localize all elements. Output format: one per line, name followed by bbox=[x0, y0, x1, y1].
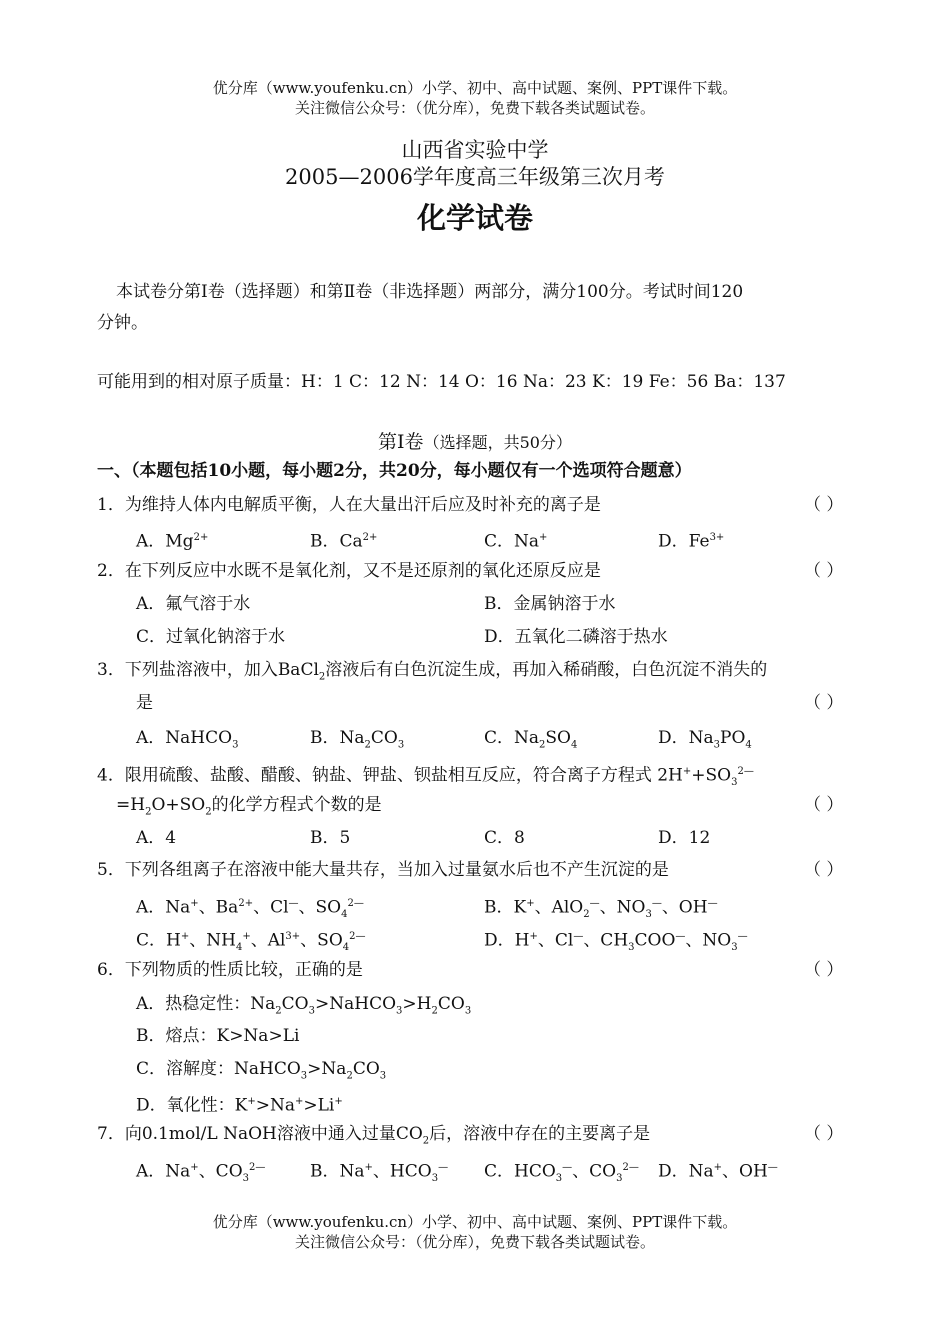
q7-option-b: B．Na+、$HCO_3^—$ bbox=[310, 1161, 449, 1185]
header-line-1: 优分库（www.youfenku.cn）小学、初中、高中试题、案例、PPT课件下载。 bbox=[212, 79, 738, 97]
q1-option-d: D．$Fe^{3+}$ bbox=[658, 531, 725, 552]
q4-option-a: A．4 bbox=[136, 828, 177, 848]
footer-line-2: 关注微信公众号：（优分库），免费下载各类试题试卷。 bbox=[294, 1233, 655, 1251]
answer-paren-3: （ ） bbox=[804, 693, 844, 713]
q5-option-b: B．K+、AlO$_2$—、$NO_3^—$、OH— bbox=[484, 897, 718, 921]
q3-option-a: A．NaHCO$_3$ bbox=[136, 728, 239, 751]
q6-option-d-label: D．氧化性： bbox=[136, 1095, 235, 1116]
q4-stem-cont: 的化学方程式个数的是 bbox=[211, 795, 382, 815]
section-heading bbox=[0, 428, 950, 457]
header-line-2: 关注微信公众号：（优分库），免费下载各类试题试卷。 bbox=[294, 99, 655, 117]
q6-option-c: C．溶解度：$NaHCO_3>Na_2CO_3$ bbox=[136, 1059, 387, 1082]
q6-option-c-label: C．溶解度： bbox=[136, 1059, 235, 1079]
q3-stem-part2: 溶液后有白色沉淀生成，再加入稀硝酸，白色沉淀不消失的 bbox=[325, 660, 768, 680]
q1-option-b: B．$Ca^{2+}$ bbox=[310, 531, 378, 552]
question-3-cont: 是 bbox=[136, 693, 153, 713]
q6-option-b: B．熔点：K>Na>Li bbox=[136, 1026, 300, 1046]
q3-stem-part1: 3．下列盐溶液中，加入BaCl bbox=[97, 660, 319, 680]
q4-option-d: D．12 bbox=[658, 828, 711, 848]
section-title: 第Ⅰ卷 bbox=[378, 431, 424, 453]
q5-option-c: C．H+、$NH_4^+$、$Al^{3+}$、$SO_4^{2—}$ bbox=[136, 930, 366, 954]
question-5: 5．下列各组离子在溶液中能大量共存，当加入过量氨水后也不产生沉淀的是 bbox=[97, 860, 669, 880]
school-title: 山西省实验中学 bbox=[401, 138, 549, 162]
question-7: 7．向0.1mol/L NaOH溶液中通入过量$CO_2$后，溶液中存在的主要离子是 bbox=[97, 1124, 651, 1147]
answer-paren-1: （ ） bbox=[804, 495, 844, 515]
q7-stem-part1: 7．向0.1mol/L NaOH溶液中通入过量CO bbox=[97, 1124, 423, 1144]
question-3: 3．下列盐溶液中，加入BaCl$_2$溶液后有白色沉淀生成，再加入稀硝酸，白色沉淀不消失的 bbox=[97, 660, 768, 683]
q4-option-c: C．8 bbox=[484, 828, 525, 848]
exam-title: 2005—2006学年度高三年级第三次月考 bbox=[285, 165, 665, 189]
question-1: 1．为维持人体内电解质平衡，人在大量出汗后应及时补充的离子是 bbox=[97, 495, 601, 515]
part-one-heading: 一、（本题包括10小题，每小题2分，共20分，每小题仅有一个选项符合题意） bbox=[97, 461, 692, 481]
intro-line-2: 分钟。 bbox=[97, 313, 148, 333]
intro-line-1: 本试卷分第Ⅰ卷（选择题）和第Ⅱ卷（非选择题）两部分，满分100分。考试时间120 bbox=[116, 282, 744, 302]
q4-option-b: B．5 bbox=[310, 828, 351, 848]
answer-paren-7: （ ） bbox=[804, 1124, 844, 1144]
q1-option-c: C．Na+ bbox=[484, 531, 548, 552]
q7-option-a: A．Na+、$CO_3^{2—}$ bbox=[136, 1161, 266, 1185]
question-2: 2．在下列反应中水既不是氧化剂，又不是还原剂的氧化还原反应是 bbox=[97, 561, 601, 581]
q6-option-a-label: A．热稳定性： bbox=[136, 994, 251, 1014]
question-4-cont: $=H_2O+SO_2$的化学方程式个数的是 bbox=[116, 795, 382, 818]
atomic-masses: 可能用到的相对原子质量：H：1 C：12 N：14 O：16 Na：23 K：19 Fe：56 Ba：137 bbox=[97, 372, 786, 392]
q1-option-a: A．$Mg^{2+}$ bbox=[136, 531, 209, 552]
q2-option-a: A．氟气溶于水 bbox=[136, 594, 251, 614]
q2-option-c: C．过氧化钠溶于水 bbox=[136, 627, 286, 647]
q3-option-b: B．$Na_2CO_3$ bbox=[310, 728, 405, 751]
answer-paren-4: （ ） bbox=[804, 795, 844, 815]
q3-option-c: C．$Na_2SO_4$ bbox=[484, 728, 578, 751]
question-4: 4．限用硫酸、盐酸、醋酸、钠盐、钾盐、钡盐相互反应，符合离子方程式 $2H^++SO_3^{2—}$ bbox=[97, 765, 754, 789]
q4-stem: 4．限用硫酸、盐酸、醋酸、钠盐、钾盐、钡盐相互反应，符合离子方程式 2H bbox=[97, 765, 683, 786]
q7-option-c: C．$HCO_3^—$、$CO_3^{2—}$ bbox=[484, 1161, 639, 1185]
q7-stem-part2: 后，溶液中存在的主要离子是 bbox=[429, 1124, 651, 1144]
section-subtitle: （选择题，共50分） bbox=[423, 433, 572, 452]
q2-option-b: B．金属钠溶于水 bbox=[484, 594, 616, 614]
answer-paren-2: （ ） bbox=[804, 561, 844, 581]
answer-paren-6: （ ） bbox=[804, 960, 844, 980]
q6-option-a: A．热稳定性：$Na_2CO_3>NaHCO_3>H_2CO_3$ bbox=[136, 994, 472, 1017]
q2-option-d: D．五氧化二磷溶于热水 bbox=[484, 627, 668, 647]
q5-option-a: A．Na+、$Ba^{2+}$、Cl—、$SO_4^{2—}$ bbox=[136, 897, 364, 921]
q7-option-d: D．Na+、OH— bbox=[658, 1161, 778, 1182]
question-6: 6．下列物质的性质比较，正确的是 bbox=[97, 960, 363, 980]
q3-option-d: D．$Na_3PO_4$ bbox=[658, 728, 752, 751]
q6-option-d: D．氧化性：K+>Na+>Li+ bbox=[136, 1095, 343, 1116]
subject-title: 化学试卷 bbox=[416, 201, 533, 235]
footer-line-1: 优分库（www.youfenku.cn）小学、初中、高中试题、案例、PPT课件下载。 bbox=[212, 1213, 738, 1231]
answer-paren-5: （ ） bbox=[804, 860, 844, 880]
q5-option-d: D．H+、Cl—、$CH_3COO^—$、$NO_3^—$ bbox=[484, 930, 748, 954]
